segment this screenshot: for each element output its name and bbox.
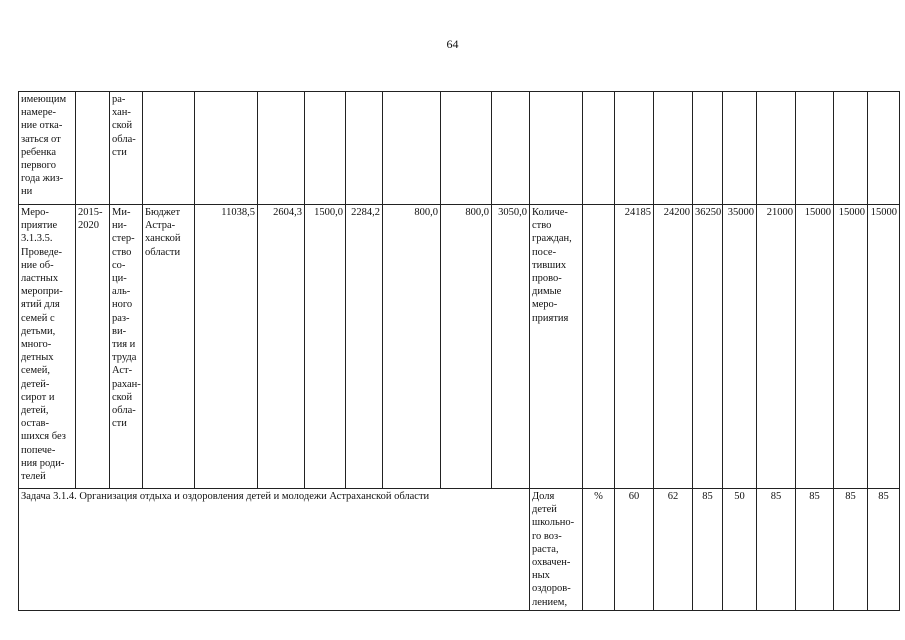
cell-target-8: 15000	[868, 205, 900, 489]
cell-target-7	[834, 92, 868, 205]
cell-fin-2015	[258, 92, 305, 205]
cell-target-5	[757, 92, 796, 205]
cell-total: 11038,5	[195, 205, 258, 489]
cell-target-8	[868, 92, 900, 205]
cell-target-3: 36250	[693, 205, 723, 489]
cell-unit	[583, 205, 615, 489]
cell-task-title: Задача 3.1.4. Организация отдыха и оздоровления детей и молодежи Астраханской области	[19, 489, 530, 611]
cell-executor: Ми- ни- стер- ство со- ци- аль- ного раз- ви- тия и труда Аст- рахан- ской обла- сти	[110, 205, 143, 489]
cell-fin-2016: 1500,0	[305, 205, 346, 489]
cell-indicator	[530, 92, 583, 205]
cell-target-7: 15000	[834, 205, 868, 489]
cell-years: 2015- 2020	[76, 205, 110, 489]
table-row-measure	[19, 205, 900, 489]
table-row-continuation	[19, 92, 900, 205]
cell-target-6	[796, 92, 834, 205]
cell-target-8: 85	[868, 489, 900, 611]
cell-target-2: 24200	[654, 205, 693, 489]
cell-target-3	[693, 92, 723, 205]
cell-target-4: 50	[723, 489, 757, 611]
cell-indicator: Доля детей школьно- го воз- раста, охвачен- ных оздоров- лением,	[530, 489, 583, 611]
cell-target-7: 85	[834, 489, 868, 611]
cell-target-6: 85	[796, 489, 834, 611]
program-table	[18, 91, 900, 611]
cell-indicator: Количе- ство граждан, посе- тивших прово- димые меро- приятия	[530, 205, 583, 489]
cell-fin-2015: 2604,3	[258, 205, 305, 489]
cell-fin-2017	[346, 92, 383, 205]
cell-target-2	[654, 92, 693, 205]
cell-fin-2019	[441, 92, 492, 205]
cell-target-4	[723, 92, 757, 205]
cell-total	[195, 92, 258, 205]
cell-unit: %	[583, 489, 615, 611]
cell-measure-name: Меро- приятие 3.1.3.5. Проведе- ние об- ластных меропри- ятий для семей с детьми, много- детных семей, детей- сирот и детей, остав- шихся без попече- ния роди- телей	[19, 205, 76, 489]
cell-unit	[583, 92, 615, 205]
cell-fin-2018	[383, 92, 441, 205]
cell-fin-2016	[305, 92, 346, 205]
cell-target-1: 24185	[615, 205, 654, 489]
cell-executor: ра- хан- ской обла- сти	[110, 92, 143, 205]
cell-target-3: 85	[693, 489, 723, 611]
cell-target-5: 21000	[757, 205, 796, 489]
cell-fin-2017: 2284,2	[346, 205, 383, 489]
cell-measure-name: имеющим намере- ние отка- заться от ребенка первого года жиз- ни	[19, 92, 76, 205]
cell-fin-2018: 800,0	[383, 205, 441, 489]
cell-target-6: 15000	[796, 205, 834, 489]
cell-target-4: 35000	[723, 205, 757, 489]
cell-target-5: 85	[757, 489, 796, 611]
cell-target-2: 62	[654, 489, 693, 611]
cell-years	[76, 92, 110, 205]
cell-fin-2020: 3050,0	[492, 205, 530, 489]
cell-target-1	[615, 92, 654, 205]
page-number: 64	[446, 37, 459, 51]
cell-source	[143, 92, 195, 205]
cell-source: Бюджет Астра- ханской области	[143, 205, 195, 489]
table-row-task	[19, 489, 900, 611]
cell-fin-2019: 800,0	[441, 205, 492, 489]
cell-target-1: 60	[615, 489, 654, 611]
cell-fin-2020	[492, 92, 530, 205]
